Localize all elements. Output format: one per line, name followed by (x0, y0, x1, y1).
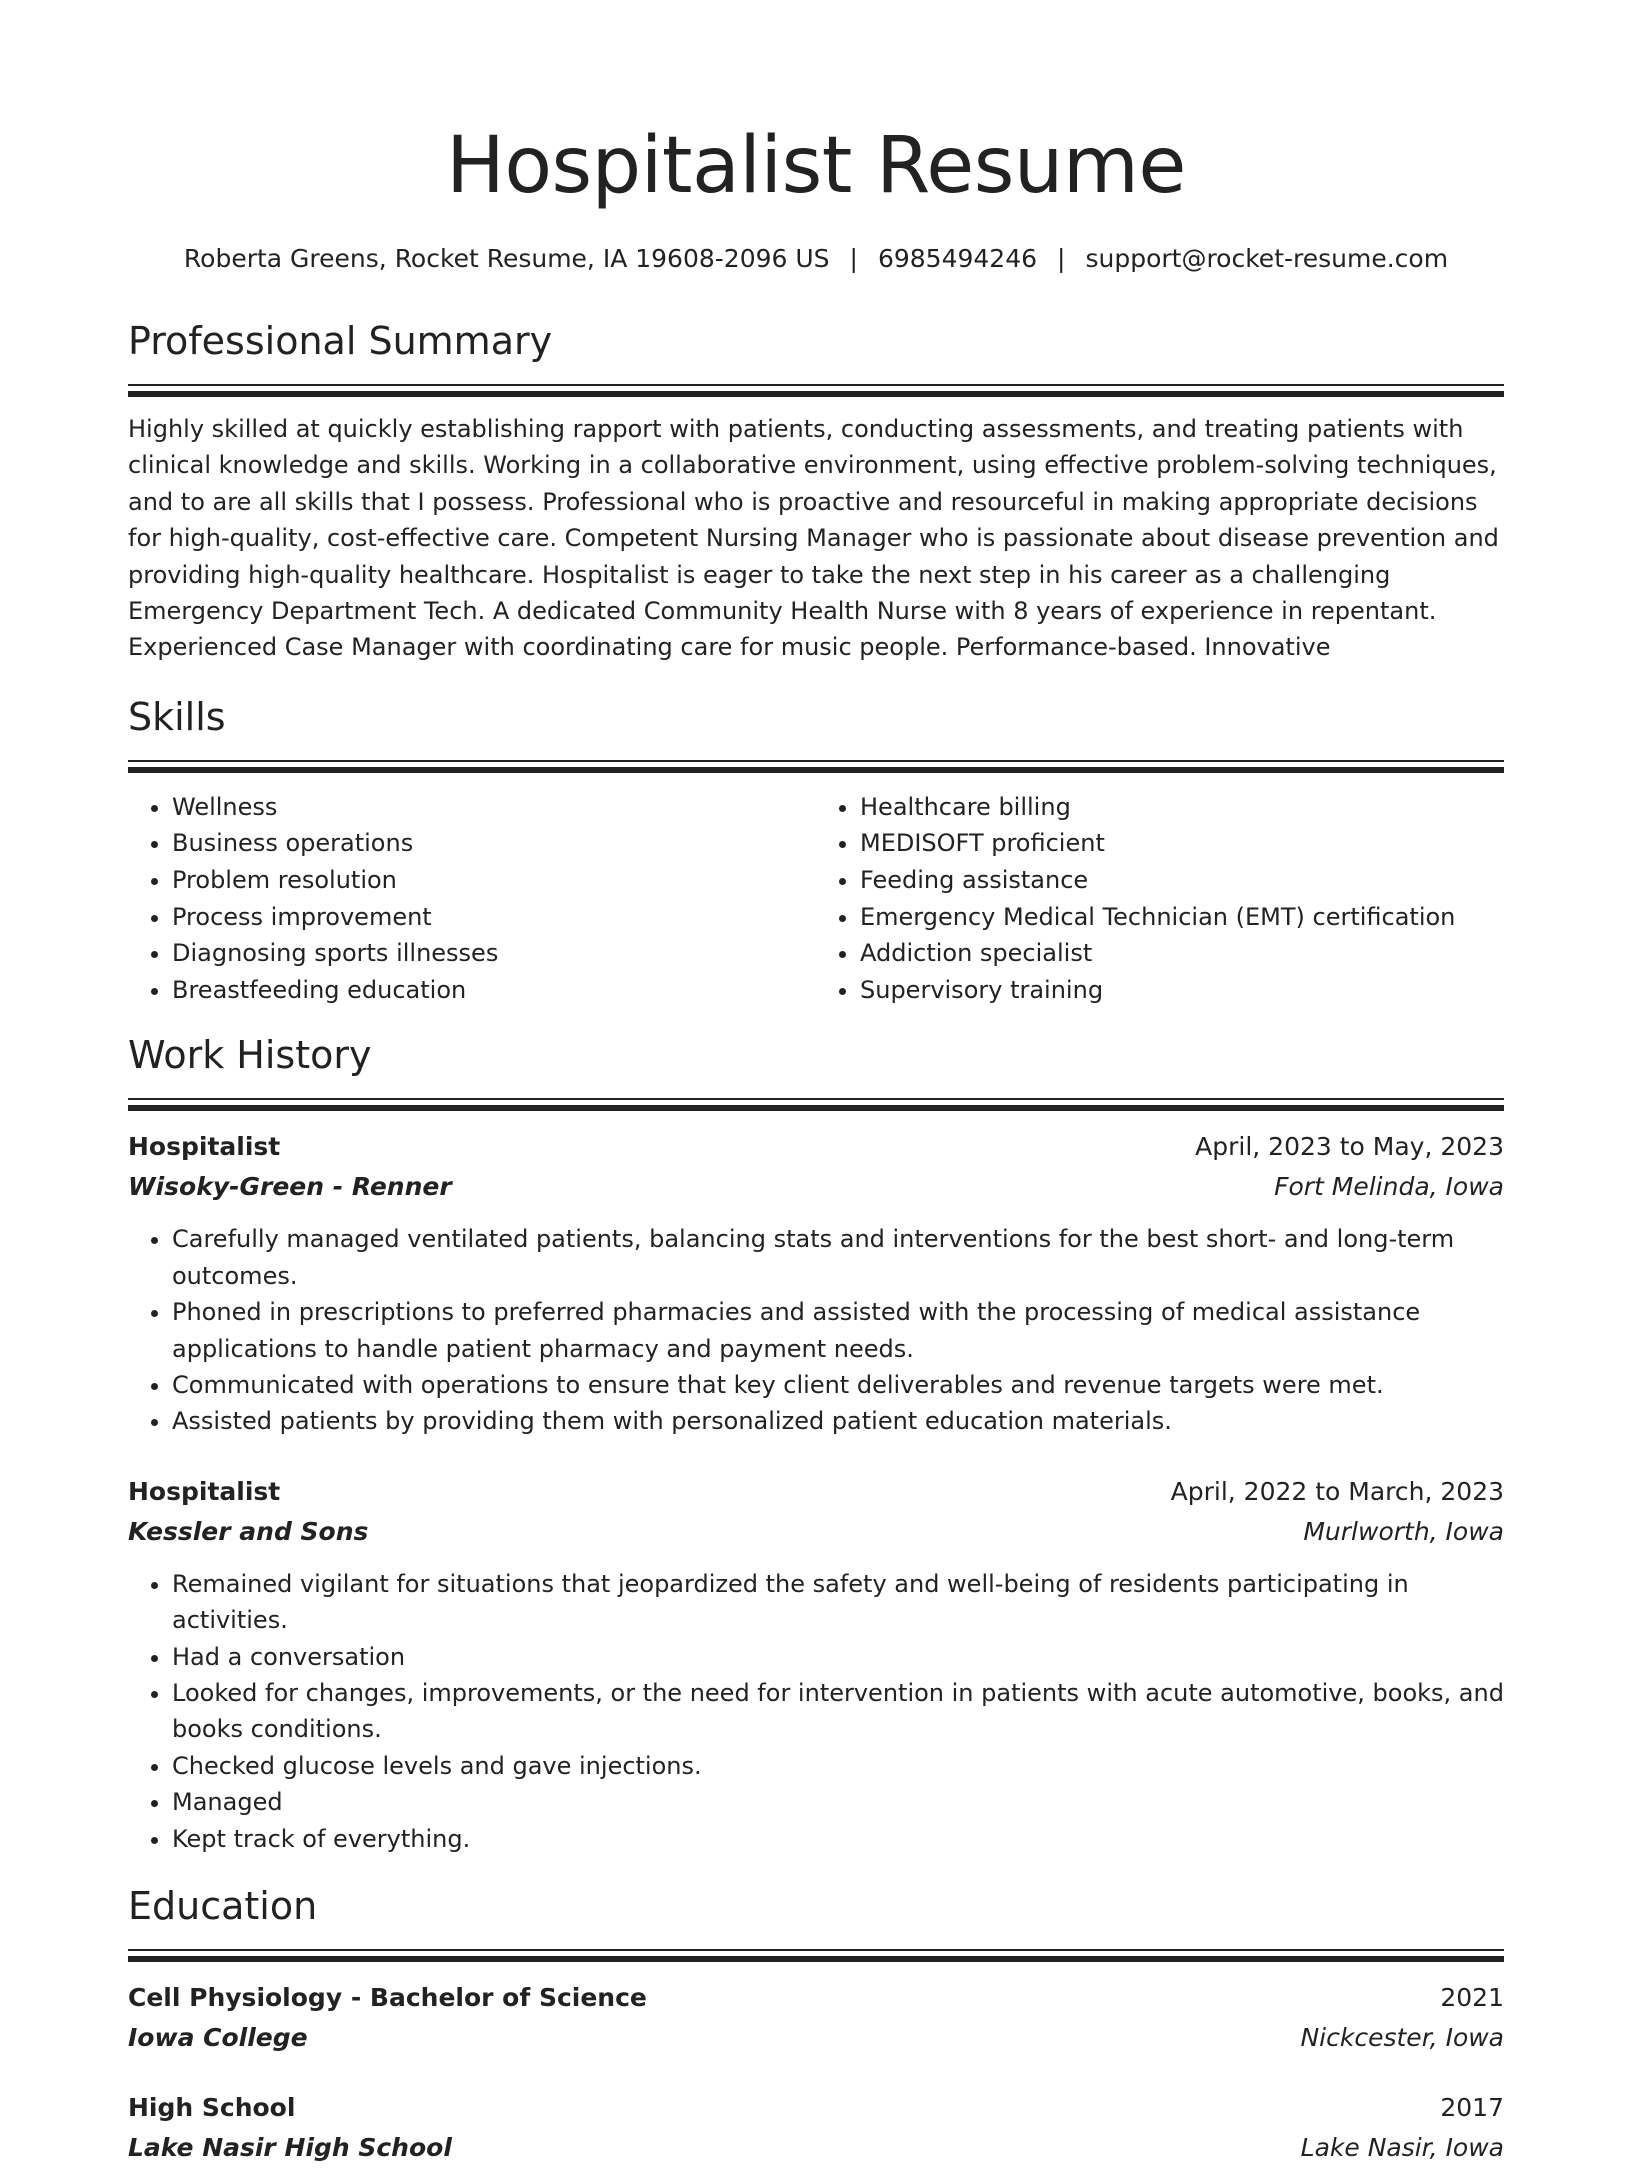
skills-grid (128, 789, 1504, 1009)
education-school-row (128, 2128, 1504, 2168)
job-dates: April, 2022 to March, 2023 (1170, 1476, 1504, 1506)
job-bullet: • Had a conversation (172, 1639, 1504, 1675)
job-company: Wisoky-Green - Renner (128, 1172, 452, 1202)
education-header-row (128, 1978, 1504, 2018)
contact-phone: 6985494246 (877, 244, 1038, 273)
work-history-section (128, 1030, 1504, 1857)
education-school: Lake Nasir High School (128, 2133, 452, 2163)
section-divider (128, 384, 1504, 397)
education-entry (128, 2088, 1504, 2168)
education-location: Nickcester, Iowa (1300, 2023, 1504, 2053)
contact-address: Roberta Greens, Rocket Resume, IA 19608-2096 US (183, 244, 830, 273)
skill-item: • Healthcare billing (860, 789, 1504, 826)
job-bullet: • Phoned in prescriptions to preferred pharmacies and assisted with the processing of medical assistance applications to handle patient pharmacy and payment needs. (172, 1294, 1504, 1367)
job-entry (128, 1127, 1504, 1439)
resume-title: Hospitalist Resume (446, 121, 1186, 211)
education-degree: Cell Physiology - Bachelor of Science (128, 1983, 647, 2013)
job-bullet: • Looked for changes, improvements, or the need for intervention in patients with acute automotive, books, and books conditions. (172, 1675, 1504, 1748)
job-company: Kessler and Sons (128, 1516, 369, 1546)
skill-item: • MEDISOFT proficient (860, 825, 1504, 862)
education-heading: Education (128, 1884, 318, 1929)
skills-section (128, 692, 1504, 1009)
skills-heading: Skills (128, 694, 226, 739)
section-divider (128, 1949, 1504, 1962)
education-year: 2021 (1440, 1983, 1504, 2013)
contact-separator: | (1057, 244, 1066, 273)
job-bullet: • Managed (172, 1784, 1504, 1820)
education-degree: High School (128, 2093, 296, 2123)
job-bullet: • Checked glucose levels and gave injections. (172, 1748, 1504, 1784)
job-bullet: • Assisted patients by providing them with personalized patient education materials. (172, 1403, 1504, 1439)
job-bullets (128, 1221, 1504, 1439)
skill-item: • Breastfeeding education (172, 972, 816, 1009)
section-divider (128, 760, 1504, 773)
job-title: Hospitalist (128, 1476, 281, 1506)
skill-item: • Wellness (172, 789, 816, 826)
education-school: Iowa College (128, 2023, 308, 2053)
job-header-row (128, 1472, 1504, 1512)
job-dates: April, 2023 to May, 2023 (1195, 1132, 1504, 1162)
job-bullets (128, 1566, 1504, 1857)
job-company-row (128, 1512, 1504, 1552)
education-school-row (128, 2018, 1504, 2058)
skill-item: • Process improvement (172, 899, 816, 936)
work-history-heading: Work History (128, 1033, 372, 1078)
skill-item: • Supervisory training (860, 972, 1504, 1009)
skill-item: • Diagnosing sports illnesses (172, 935, 816, 972)
job-location: Fort Melinda, Iowa (1274, 1172, 1504, 1202)
job-company-row (128, 1167, 1504, 1207)
education-location: Lake Nasir, Iowa (1300, 2133, 1504, 2163)
contact-separator: | (849, 244, 858, 273)
job-bullet: • Remained vigilant for situations that jeopardized the safety and well-being of residents participating in activities. (172, 1566, 1504, 1639)
section-divider (128, 1098, 1504, 1111)
summary-section (128, 316, 1504, 666)
job-location: Murlworth, Iowa (1303, 1516, 1504, 1546)
education-header-row (128, 2088, 1504, 2128)
skill-item: • Business operations (172, 825, 816, 862)
job-bullet: • Carefully managed ventilated patients, balancing stats and interventions for the best short- and long-term outcomes. (172, 1221, 1504, 1294)
education-year: 2017 (1440, 2093, 1504, 2123)
skill-item: • Addiction specialist (860, 935, 1504, 972)
job-title: Hospitalist (128, 1132, 281, 1162)
job-header-row (128, 1127, 1504, 1167)
job-bullet: • Kept track of everything. (172, 1821, 1504, 1857)
education-section (128, 1881, 1504, 2168)
summary-heading: Professional Summary (128, 319, 553, 363)
skill-item: • Feeding assistance (860, 862, 1504, 899)
skills-list-left (128, 789, 816, 1009)
job-bullet: • Communicated with operations to ensure that key client deliverables and revenue targets were met. (172, 1367, 1504, 1403)
contact-line (128, 242, 1504, 276)
summary-text: Highly skilled at quickly establishing rapport with patients, conducting assessments, and treating patients with clinical knowledge and skills. Working in a collaborative environment, using effective problem-solving techniques, and to are all skills that I possess. Professional who is proactive and resourceful in making appropriate decisions for high-quality, cost-effective care. Competent Nursing Manager who is passionate about disease prevention and providing high-quality healthcare. Hospitalist is eager to take the next step in his career as a challenging Emergency Department Tech. A dedicated Community Health Nurse with 8 years of experience in repentant. Experienced Case Manager with coordinating care for music people. Performance-based. Innovative (128, 415, 1499, 662)
skill-item: • Emergency Medical Technician (EMT) certification (860, 899, 1504, 936)
education-entry (128, 1978, 1504, 2058)
skills-list-right (816, 789, 1504, 1009)
job-entry (128, 1472, 1504, 1857)
contact-email[interactable]: support@rocket-resume.com (1085, 244, 1449, 273)
skill-item: • Problem resolution (172, 862, 816, 899)
